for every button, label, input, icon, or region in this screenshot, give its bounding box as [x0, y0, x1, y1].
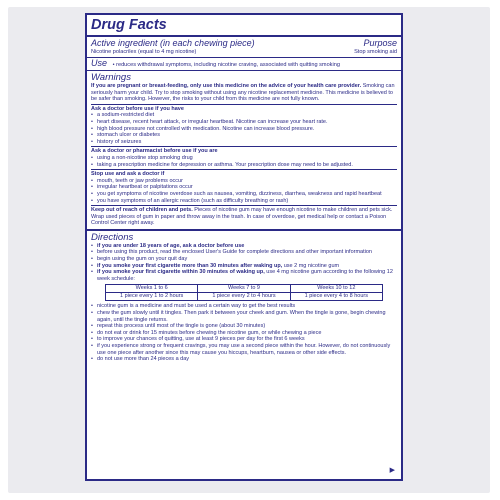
list-item: • if you experience strong or frequent cravings, you may use a second piece within the hour. However, do not continuously use one piece after another since this may cause you hiccups, heartburn, nausea or other side effects.	[91, 343, 397, 356]
directions-list-top	[91, 243, 397, 283]
ask-doctor-list	[91, 112, 397, 145]
list-item: • nicotine gum is a medicine and must be used a certain way to get the best results	[91, 303, 397, 310]
direction-text: begin using the gum on your quit day	[97, 256, 188, 263]
direction-text: use 4 mg nicotine gum according to the following 12 week schedule:	[97, 269, 393, 282]
list-item: • mouth, teeth or jaw problems occur	[91, 178, 397, 185]
list-item	[91, 256, 397, 263]
active-ingredient-heading: Active ingredient (in each chewing piece)	[91, 38, 255, 48]
list-item	[91, 249, 397, 256]
pregnancy-warning	[91, 83, 397, 103]
active-ingredient-detail	[87, 49, 401, 58]
list-item: • irregular heartbeat or palpitations occur	[91, 184, 397, 191]
dosing-schedule-table	[105, 284, 383, 301]
list-item: • chew the gum slowly until it tingles. Then park it between your cheek and gum. When the tingle is gone, begin chewing again, until the tingle returns.	[91, 310, 397, 323]
list-item: • high blood pressure not controlled with medication. Nicotine can increase blood pressure.	[91, 126, 397, 133]
list-item: • a sodium-restricted diet	[91, 112, 397, 119]
table-row	[106, 293, 383, 301]
drug-facts-title: Drug Facts	[87, 17, 401, 37]
continue-arrow-icon: ▶	[389, 467, 395, 474]
pregnancy-warning-text: Smoking can seriously harm your child. Try to stop smoking without using any nicotine replacement medicine. This medicine is believed to be safer than smoking. However, the risks to your child from this medicine are not fully known.	[91, 83, 395, 103]
list-item: • do not use more than 24 pieces a day	[91, 356, 397, 363]
list-item	[91, 269, 397, 282]
table-header-cell: Weeks 7 to 9	[198, 285, 290, 293]
keep-out-text: Pieces of nicotine gum may have enough nicotine to make children and pets sick. Wrap used pieces of gum in paper and throw away in the trash. In case of overdose, get medical help or contact a Poison Control Center right away.	[91, 207, 393, 227]
table-header-cell: Weeks 10 to 12	[290, 285, 382, 293]
pregnancy-warning-bold: If you are pregnant or breast-feeding, only use this medicine on the advice of your health care provider.	[91, 83, 362, 89]
keep-out-of-reach	[91, 205, 397, 227]
ask-pharmacist-section	[91, 146, 397, 168]
directions-list-bottom	[91, 303, 397, 362]
use-text: • reduces withdrawal symptoms, including nicotine craving, associated with quitting smoking	[112, 62, 340, 68]
list-item: • you get symptoms of nicotine overdose such as nausea, vomiting, dizziness, diarrhea, weakness and rapid heartbeat	[91, 191, 397, 198]
list-item: • taking a prescription medicine for depression or asthma. Your prescription dose may need to be adjusted.	[91, 162, 397, 169]
ask-pharmacist-heading: Ask a doctor or pharmacist before use if you are	[91, 148, 218, 155]
use-section	[87, 58, 401, 71]
list-item: • using a non-nicotine stop smoking drug	[91, 155, 397, 162]
direction-text: before using this product, read the enclosed User's Guide for complete directions and other important information	[97, 249, 372, 256]
purpose-heading: Purpose	[363, 38, 397, 48]
list-item: • stomach ulcer or diabetes	[91, 132, 397, 139]
table-cell: 1 piece every 4 to 8 hours	[290, 293, 382, 301]
stop-use-list	[91, 178, 397, 204]
ingredient-purpose: Stop smoking aid	[354, 49, 397, 55]
drug-facts-panel	[85, 13, 403, 481]
table-row	[106, 285, 383, 293]
stop-use-heading: Stop use and ask a doctor if	[91, 171, 165, 178]
active-ingredient-header	[91, 38, 397, 49]
directions-heading: Directions	[91, 231, 134, 243]
direction-text: use 2 mg nicotine gum	[282, 262, 340, 269]
list-item: • history of seizures	[91, 139, 397, 146]
ingredient-name: Nicotine polacrilex (equal to 4 mg nicotine)	[91, 49, 197, 55]
list-item: • heart disease, recent heart attack, or irregular heartbeat. Nicotine can increase your heart rate.	[91, 119, 397, 126]
ask-doctor-heading: Ask a doctor before use if you have	[91, 105, 184, 112]
use-heading: Use	[91, 58, 108, 68]
direction-bold: if you smoke your first cigarette within 30 minutes of waking up,	[97, 269, 265, 276]
ask-pharmacist-list	[91, 155, 397, 168]
keep-out-bold: Keep out of reach of children and pets.	[91, 207, 193, 214]
list-item: • repeat this process until most of the tingle is gone (about 30 minutes)	[91, 323, 397, 330]
list-item: • do not eat or drink for 15 minutes before chewing the nicotine gum, or while chewing a piece	[91, 330, 397, 337]
table-header-cell: Weeks 1 to 6	[106, 285, 198, 293]
direction-bold: if you smoke your first cigarette more than 30 minutes after waking up,	[97, 262, 283, 269]
stop-use-section	[91, 169, 397, 204]
list-item	[91, 243, 397, 250]
ask-doctor-section	[91, 104, 397, 146]
list-item: • you have symptoms of an allergic reaction (such as difficulty breathing or rash)	[91, 198, 397, 205]
table-cell: 1 piece every 1 to 2 hours	[106, 293, 198, 301]
list-item	[91, 263, 397, 270]
table-cell: 1 piece every 2 to 4 hours	[198, 293, 290, 301]
warnings-heading: Warnings	[91, 72, 131, 83]
section-divider	[87, 229, 401, 231]
direction-bold: if you are under 18 years of age, ask a doctor before use	[97, 242, 245, 249]
list-item: • to improve your chances of quitting, use at least 9 pieces per day for the first 6 weeks	[91, 336, 397, 343]
